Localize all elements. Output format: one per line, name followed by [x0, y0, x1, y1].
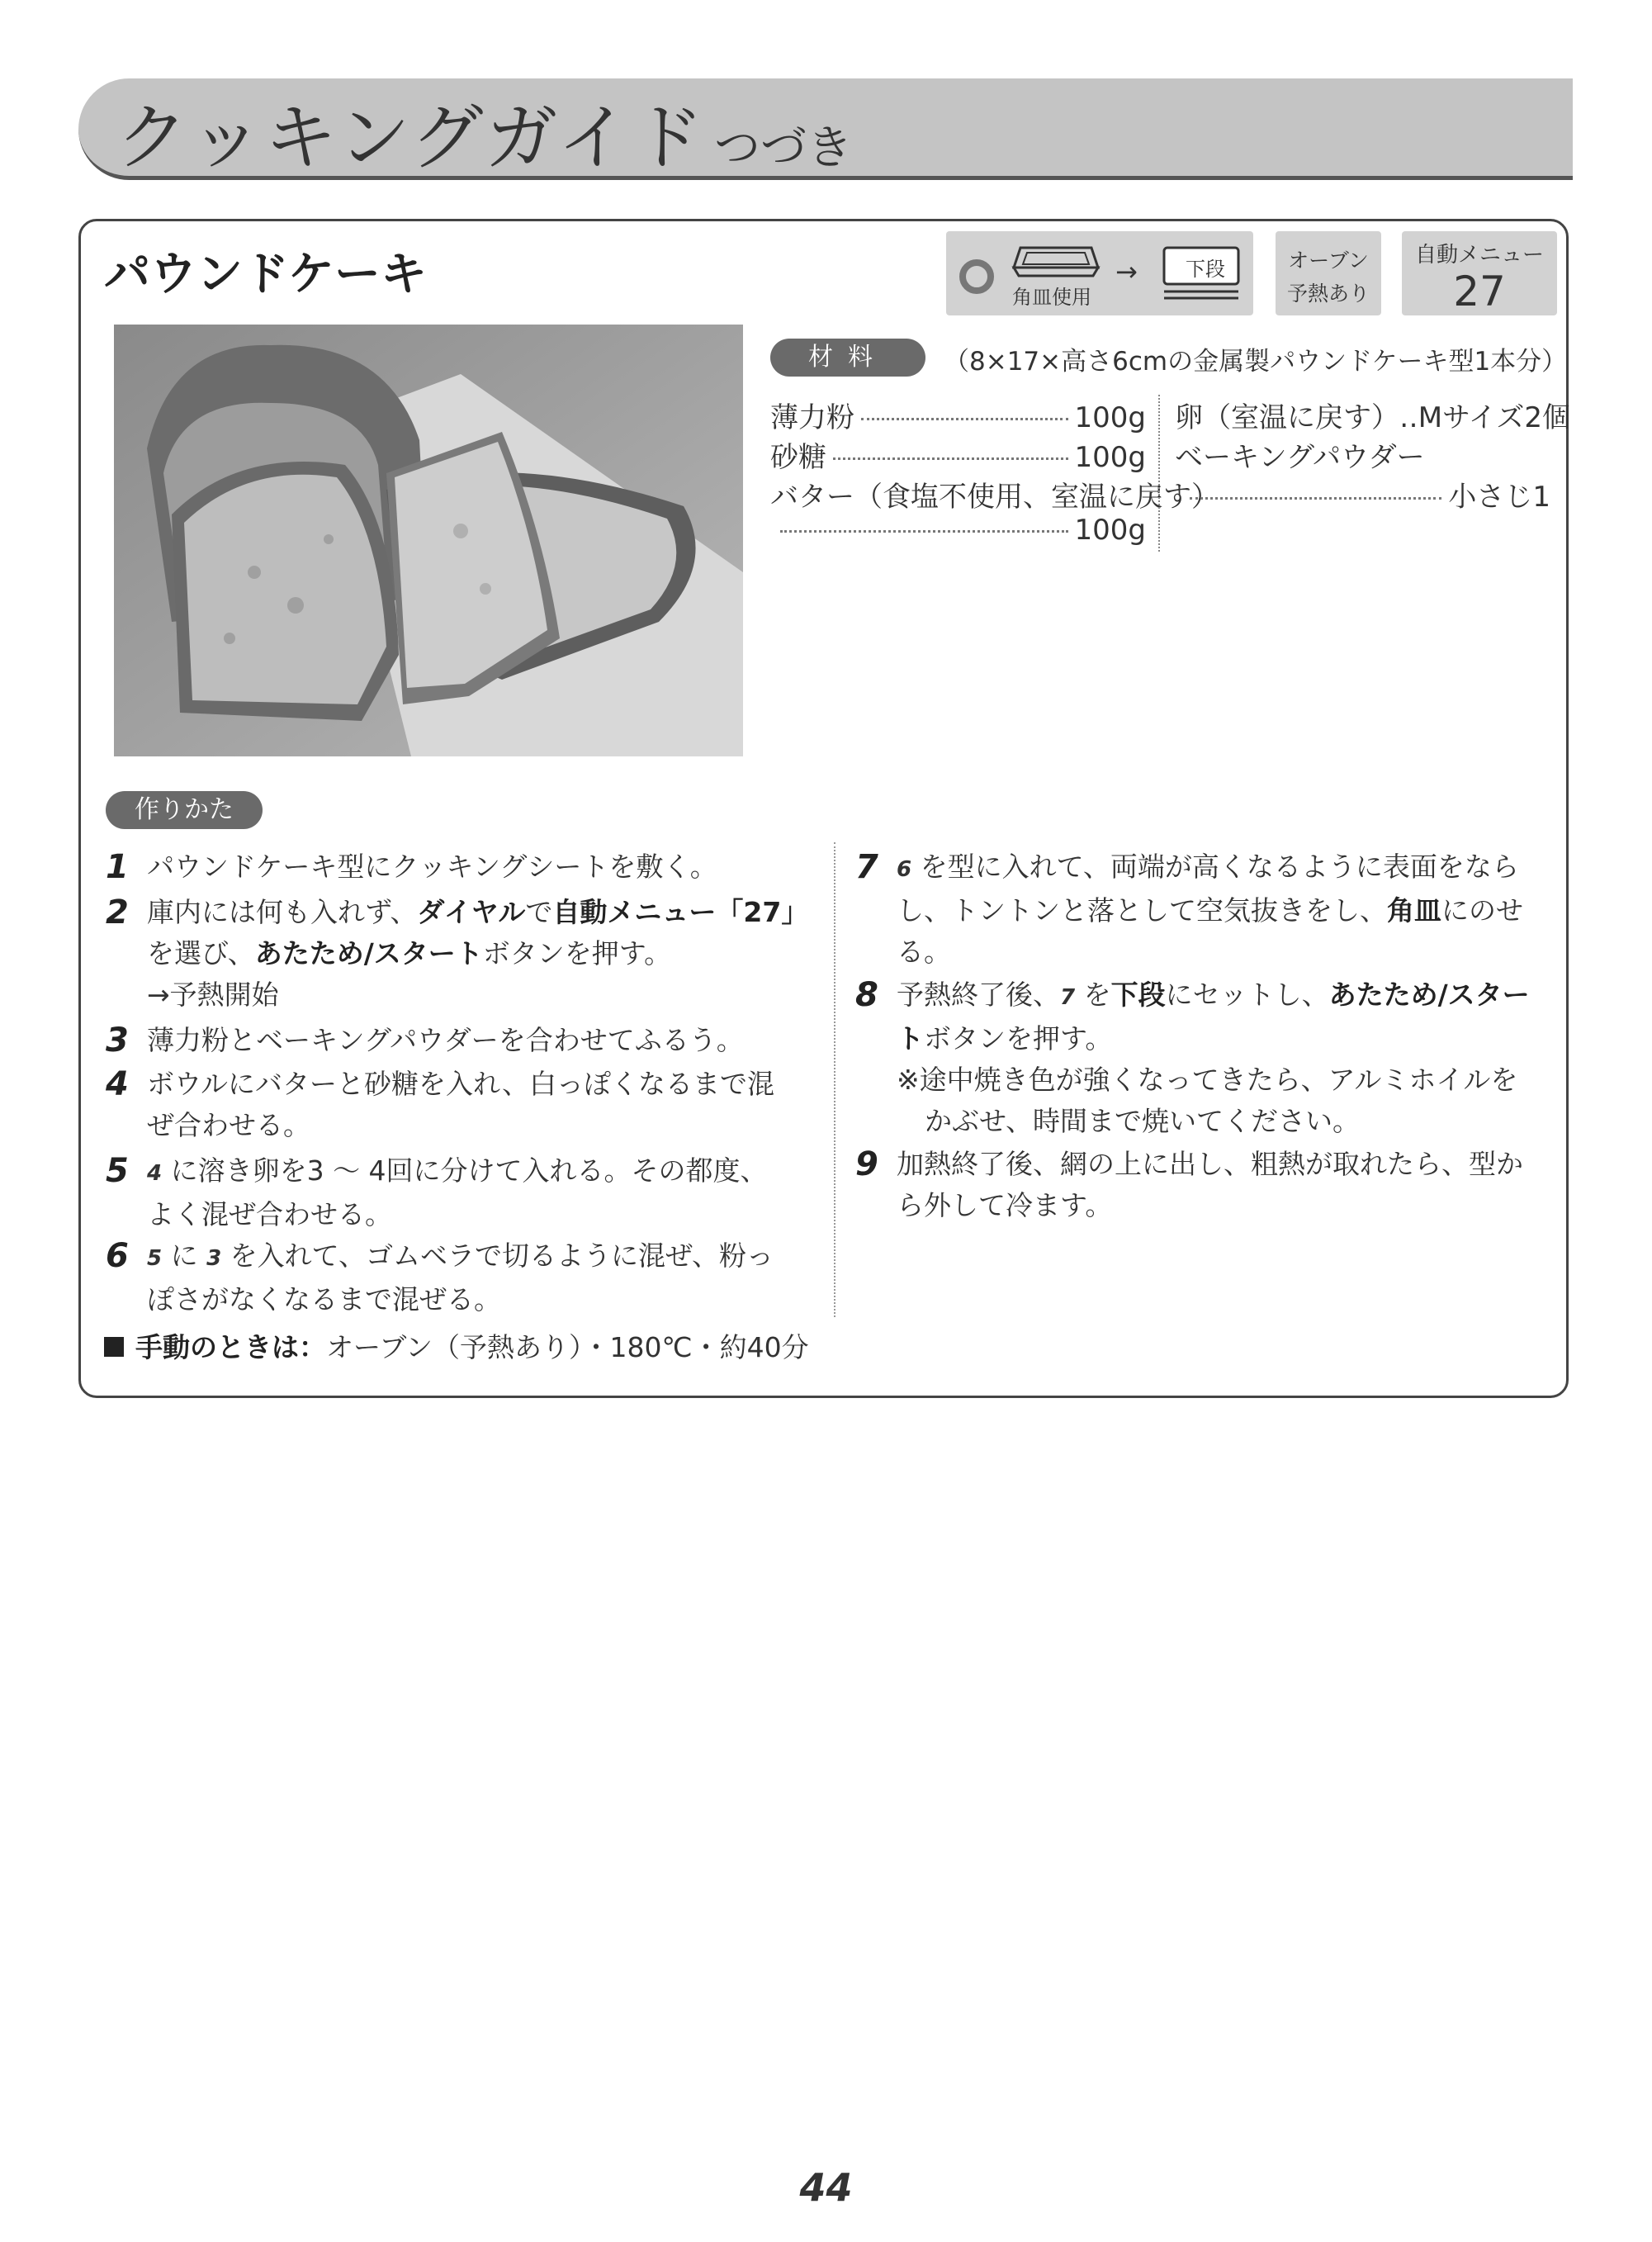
- ingredient-butter-qty-row: [770, 514, 1146, 547]
- ingredients-label: 材料: [770, 339, 925, 377]
- step-9: 9 加熱終了後、網の上に出し、粗熱が取れたら、型か ら外して冷ます。: [855, 1145, 1523, 1221]
- ingredients-divider: [1158, 395, 1160, 552]
- ingredient-qty: 100g: [1074, 441, 1146, 474]
- auto-menu-badge: [1402, 231, 1557, 315]
- ingredient-name: ベーキングパウダー: [1175, 441, 1425, 474]
- ingredient-baking-powder-qty-row: [1175, 474, 1550, 514]
- step-4: 4 ボウルにバターと砂糖を入れ、白っぽくなるまで混 ぜ合わせる。: [106, 1065, 774, 1141]
- ingredient-name: バター（食塩不使用、室温に戻す）: [770, 481, 1219, 514]
- ingredient-qty: 100g: [1074, 401, 1146, 434]
- preheat-label: 予熱あり: [1286, 282, 1370, 306]
- ingredient-qty: Mサイズ2個: [1418, 401, 1570, 434]
- section-header: [78, 78, 1573, 180]
- ingredient-name: 卵（室温に戻す）‥: [1175, 401, 1418, 434]
- manual-settings: [104, 1326, 809, 1365]
- ingredients-note: （8×17×高さ6cmの金属製パウンドケーキ型1本分）: [944, 347, 1568, 377]
- manual-label: 手動のときは：: [135, 1331, 326, 1363]
- step-2: 2 庫内には何も入れず、ダイヤルで自動メニュー「27」 を選び、あたため/スタートボタンを押す。 →予熱開始: [106, 893, 809, 1011]
- step-5: 5 4 に溶き卵を3 ～ 4回に分けて入れる。その都度、 よく混ぜ合わせる。: [106, 1152, 768, 1230]
- section-title: クッキングガイド: [116, 95, 706, 180]
- ingredient-egg: [1175, 395, 1570, 435]
- ingredient-flour: [770, 395, 1146, 435]
- step-8: 8 予熱終了後、7 を下段にセットし、あたため/スター トボタンを押す。 ※途中焼き色が強くなってきたら、アルミホイルを かぶせ、時間まで焼いてください。: [855, 976, 1530, 1137]
- auto-menu-label: 自動メニュー: [1414, 243, 1544, 268]
- oven-mode: オーブン: [1288, 249, 1369, 273]
- oven-badge: [1276, 231, 1381, 315]
- tray-badge: [946, 231, 1253, 315]
- step-3: 3 薄力粉とベーキングパウダーを合わせてふるう。: [106, 1021, 744, 1059]
- page-number: 44: [799, 2165, 853, 2210]
- ingredient-name: 薄力粉: [770, 401, 854, 434]
- method-divider: [834, 842, 835, 1317]
- ingredient-butter: [770, 474, 1219, 514]
- tray-label: 角皿使用: [1012, 286, 1091, 309]
- ingredient-baking-powder: [1175, 434, 1550, 475]
- ingredient-qty: 小さじ1: [1448, 481, 1550, 514]
- step-1: 1 パウンドケーキ型にクッキングシートを敷く。: [106, 848, 717, 886]
- ingredient-sugar: [770, 434, 1146, 475]
- step-7: 7 6 を型に入れて、両端が高くなるように表面をなら し、トントンと落として空気抜きをし、角皿にのせ る。: [855, 848, 1523, 968]
- manual-text: オーブン（予熱あり）・180℃・約40分: [326, 1331, 809, 1363]
- arrow-icon: →: [1115, 256, 1138, 287]
- auto-menu-number: 27: [1453, 268, 1506, 315]
- ingredient-name: 砂糖: [770, 441, 826, 474]
- tray-icon: [1011, 241, 1101, 282]
- ring-icon: [959, 259, 994, 294]
- method-label: 作りかた: [106, 791, 263, 829]
- recipe-card: [78, 219, 1569, 1398]
- recipe-title: パウンドケーキ: [104, 248, 427, 301]
- pound-cake-photo: [114, 325, 743, 756]
- step-6: 6 5 に 3 を入れて、ゴムベラで切るように混ぜ、粉っ ぽさがなくなるまで混ぜる。: [106, 1237, 774, 1315]
- ingredient-qty: 100g: [1074, 514, 1146, 547]
- section-subtitle: つづき: [714, 121, 853, 175]
- shelf-label: 下段: [1186, 258, 1225, 281]
- square-bullet-icon: [104, 1337, 124, 1357]
